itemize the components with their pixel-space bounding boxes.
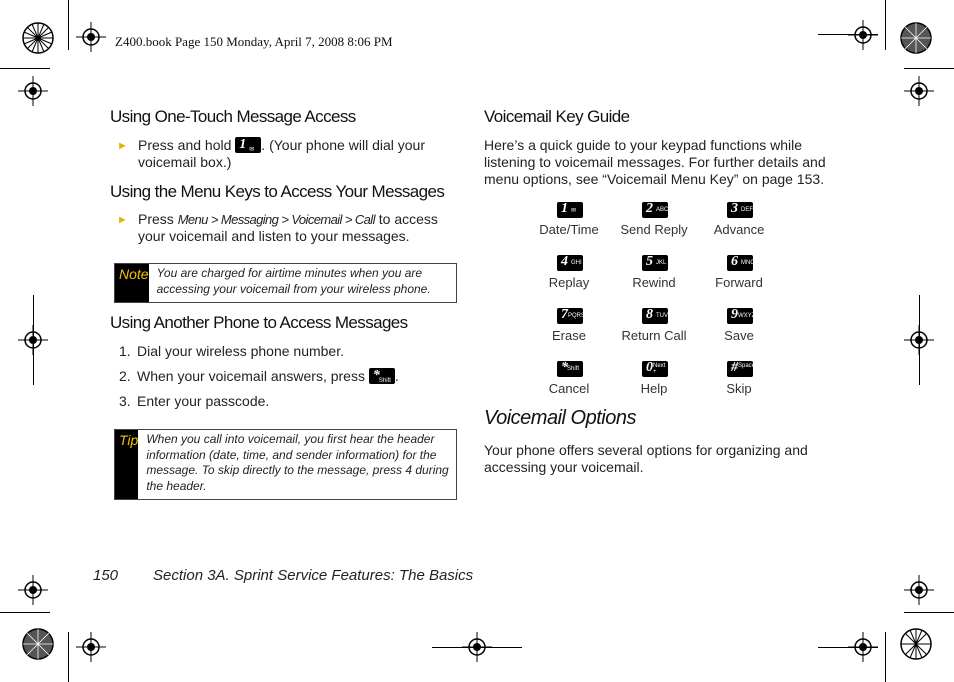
menu-path: Menu > Messaging > Voicemail > Call [177, 212, 375, 227]
key-label: Skip [726, 381, 752, 396]
registration-mark-icon [18, 575, 48, 605]
note-text: You are charged for airtime minutes when you are accessing your voicemail from your wireless phone. [156, 266, 431, 296]
key-star-icon: * Shift [369, 368, 395, 384]
key-9-icon: 9 WXYZ [727, 308, 753, 324]
key-label: Forward [715, 275, 763, 290]
key-label: Advance [713, 222, 765, 237]
registration-mark-icon [18, 76, 48, 106]
key-guide-heading: Voicemail Key Guide [484, 107, 630, 126]
note-box [114, 263, 457, 303]
key-1-icon: 1 ✉ [557, 202, 583, 218]
key-5-icon: 5 JKL [642, 255, 668, 271]
registration-mark-icon [904, 76, 934, 106]
key-star-icon: * Shift [557, 361, 583, 377]
key-label: Date/Time [539, 222, 599, 237]
key-label: Return Call [621, 328, 687, 343]
key-label: Replay [548, 275, 590, 290]
bullet-arrow-icon: ► [117, 214, 128, 226]
color-rosette-icon [22, 22, 54, 54]
key-guide-intro: Here’s a quick guide to your keypad functions while listening to voicemail messages. For further details and menu options, see “Voicemail Menu Key” on page 153. [484, 137, 826, 187]
steps-list [119, 343, 449, 410]
registration-mark-icon [76, 632, 106, 662]
key-guide-grid [519, 202, 819, 402]
key-6-icon: 6 MNO [727, 255, 753, 271]
bullet-arrow-icon: ► [117, 140, 128, 152]
note-label: Note [115, 264, 149, 302]
registration-mark-icon [848, 20, 878, 50]
print-header: Z400.book Page 150 Monday, April 7, 2008 8:06 PM [115, 34, 393, 49]
key-label: Erase [552, 328, 586, 343]
one-touch-heading: Using One-Touch Message Access [110, 107, 356, 126]
color-rosette-icon [900, 22, 932, 54]
one-touch-bullet: ► Press and hold 1 ✉ . (Your phone will dial your voicemail box.) [117, 137, 425, 170]
list-item: 2. When your voicemail answers, press * Shift . [119, 368, 399, 384]
key-8-icon: 8 TUV [642, 308, 668, 324]
another-phone-heading: Using Another Phone to Access Messages [110, 313, 408, 332]
tip-box [114, 429, 457, 500]
color-rosette-icon [900, 628, 932, 660]
key-1-icon: 1 ✉ [235, 137, 261, 153]
key-label: Help [640, 381, 668, 396]
list-item: 1. Dial your wireless phone number. [119, 343, 344, 359]
key-3-icon: 3 DEF [727, 202, 753, 218]
list-item: 3. Enter your passcode. [119, 393, 270, 409]
menu-keys-heading: Using the Menu Keys to Access Your Messages [110, 182, 445, 201]
key-7-icon: 7 PQRS [557, 308, 583, 324]
color-rosette-icon [22, 628, 54, 660]
key-label: Send Reply [620, 222, 688, 237]
menu-keys-bullet: ► Press Menu > Messaging > Voicemail > Call to access your voicemail and listen to your messages. [117, 211, 438, 244]
tip-label: Tip [115, 430, 138, 499]
registration-mark-icon [848, 632, 878, 662]
registration-mark-icon [76, 22, 106, 52]
key-hash-icon: # Space [727, 361, 753, 377]
page-number: 150 [93, 567, 119, 584]
footer-section: Section 3A. Sprint Service Features: The Basics [153, 567, 474, 584]
registration-mark-icon [904, 575, 934, 605]
voicemail-options-text: Your phone offers several options for organizing and accessing your voicemail. [484, 442, 808, 475]
voicemail-options-title: Voicemail Options [484, 407, 636, 429]
tip-text: When you call into voicemail, you first hear the header information (date, time, and sender information) for the message. To skip directly to the message, press 4 during the header. [146, 432, 449, 493]
key-label: Cancel [548, 381, 590, 396]
key-label: Rewind [632, 275, 676, 290]
key-0-icon: 0 Next + [642, 361, 668, 377]
key-2-icon: 2 ABC [642, 202, 668, 218]
key-label: Save [724, 328, 754, 343]
key-4-icon: 4 GHI [557, 255, 583, 271]
